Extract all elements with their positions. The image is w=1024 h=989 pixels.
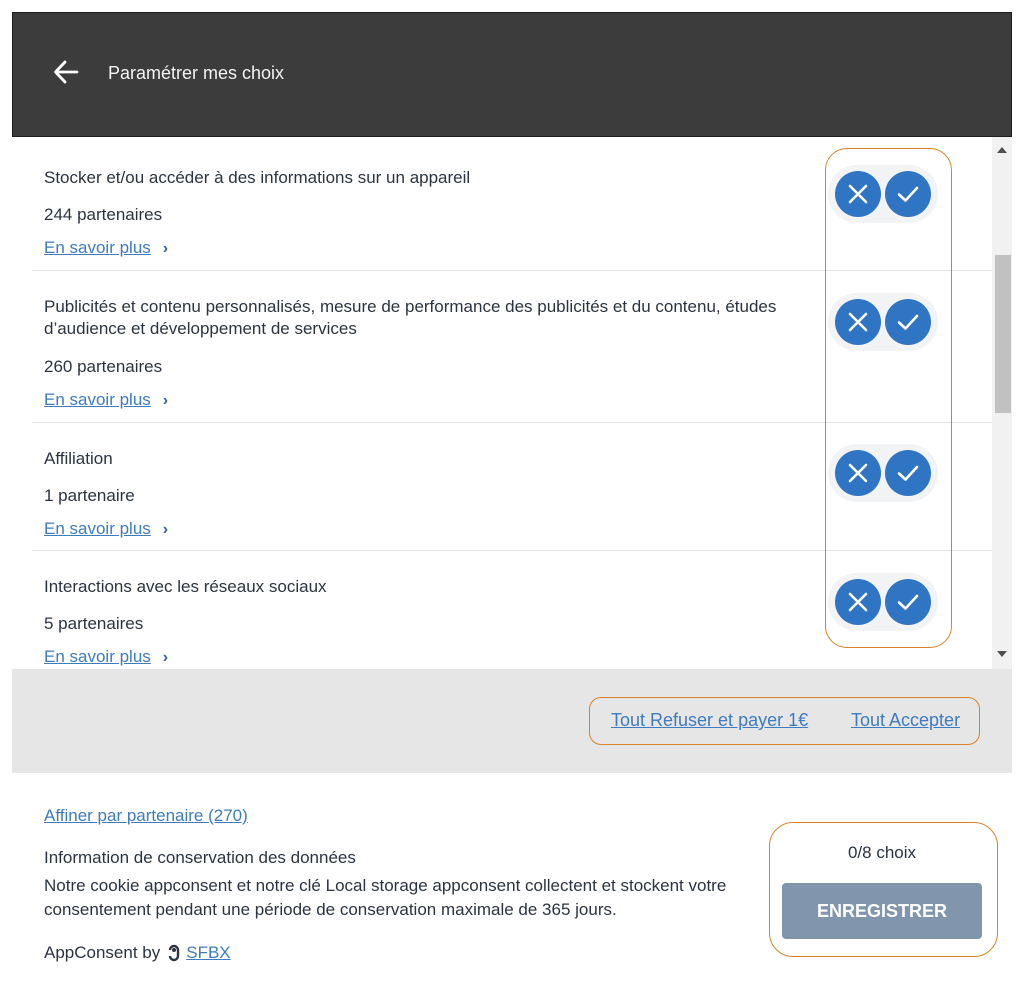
consent-toggle [828,293,938,351]
learn-more-label: En savoir plus [44,390,151,409]
purpose-title: Publicités et contenu personnalisés, mesure de performance des publicités et du contenu, études d’audience et développement de services [44,297,777,338]
accept-all-link[interactable]: Tout Accepter [851,710,961,730]
purpose-title: Stocker et/ou accéder à des informations sur un appareil [44,168,471,187]
purposes-list[interactable] [12,137,1012,669]
partner-count: 260 partenaires [44,357,163,376]
learn-more-label: En savoir plus [44,647,151,666]
reject-button[interactable] [835,579,881,625]
header-bar [12,12,1012,137]
accept-button[interactable] [885,450,931,496]
partner-count: 1 partenaire [44,486,135,505]
accept-button[interactable] [885,299,931,345]
purpose-title: Affiliation [44,449,113,468]
reject-button[interactable] [835,171,881,217]
learn-more-link[interactable] [44,647,168,667]
consent-toggle [828,165,938,223]
partner-count: 244 partenaires [44,205,163,224]
chevron-right-icon: › [162,649,169,666]
x-icon [847,591,869,613]
chevron-right-icon: › [162,392,169,409]
purpose-title: Interactions avec les réseaux sociaux [44,577,327,596]
brand-prefix: AppConsent by [44,943,161,962]
chevron-right-icon: › [162,521,169,538]
accept-button[interactable] [885,579,931,625]
learn-more-label: En savoir plus [44,238,151,257]
sfbx-logo-icon [166,943,182,963]
refine-by-partner-link[interactable]: Affiner par partenaire (270) [44,806,248,825]
reject-button[interactable] [835,299,881,345]
learn-more-link[interactable] [44,519,168,539]
learn-more-link[interactable] [44,238,168,258]
scroll-down-arrow-icon[interactable] [997,651,1007,657]
save-button[interactable]: ENREGISTRER [782,883,982,939]
learn-more-link[interactable] [44,390,168,410]
brand-credit [44,943,231,963]
partner-count: 5 partenaires [44,614,144,633]
consent-toggle [828,573,938,631]
sfbx-link[interactable]: SFBX [186,943,231,962]
check-icon [896,310,920,334]
check-icon [896,590,920,614]
retention-title: Information de conservation des données [44,848,356,867]
page-title: Paramétrer mes choix [108,63,285,83]
arrow-left-icon [53,59,79,85]
x-icon [847,183,869,205]
learn-more-label: En savoir plus [44,519,151,538]
scrollbar[interactable] [992,137,1012,669]
accept-button[interactable] [885,171,931,217]
check-icon [896,461,920,485]
scrollbar-thumb[interactable] [995,255,1011,413]
x-icon [847,311,869,333]
scroll-up-arrow-icon[interactable] [997,147,1007,153]
check-icon [896,182,920,206]
retention-text: Notre cookie appconsent et notre clé Local storage appconsent collectent et stockent votre consentement pendant une période de conservation maximale de 365 jours. [44,876,727,919]
x-icon [847,462,869,484]
refuse-all-link[interactable]: Tout Refuser et payer 1€ [611,710,809,730]
consent-toggle [828,444,938,502]
reject-button[interactable] [835,450,881,496]
choice-counter: 0/8 choix [847,843,917,862]
chevron-right-icon: › [162,240,169,257]
back-button[interactable] [53,59,79,85]
